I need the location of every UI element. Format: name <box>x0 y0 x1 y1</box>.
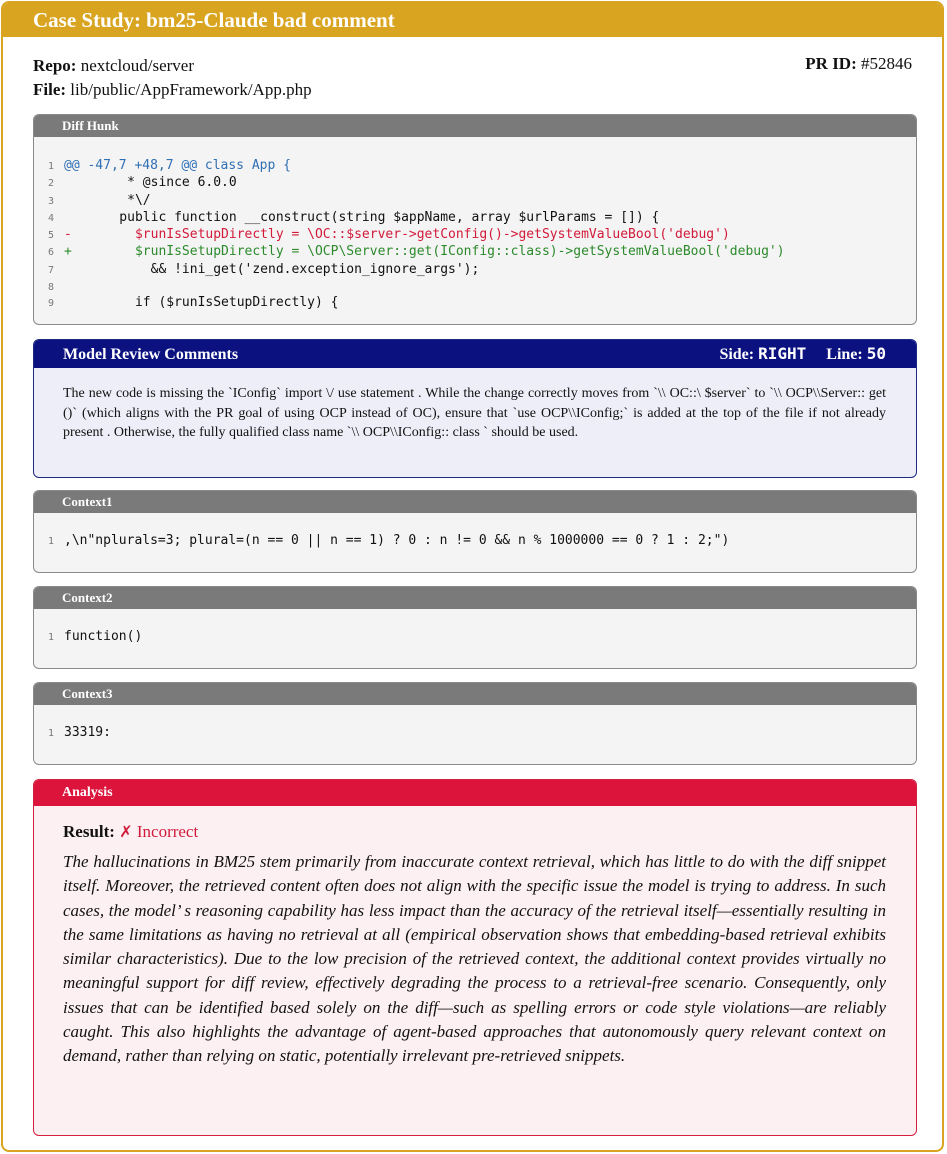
model-review-text: The new code is missing the `IConfig` import \/ use statement . While the change correctly moves from `\\ OC::\ $server` to `\\ OCP\\Server:: get ()` (which aligns with the PR goal of using OCP instead of OC), ensure that `use OCP\\IConfig;` is added at the top of the file if not already present . Otherwise, the fully qualified class name `\\ OCP\\IConfig:: class ` should be used. <box>63 386 886 440</box>
case-study-title: Case Study: bm25-Claude bad comment <box>3 3 942 37</box>
diff-hunk-panel <box>33 114 917 325</box>
line-value: 50 <box>866 344 886 363</box>
diff-line-text <box>64 175 237 190</box>
diff-line <box>48 227 916 244</box>
context1-text: ,\n"nplurals=3; plural=(n == 0 || n == 1) ? 0 : n != 0 && n % 1000000 == 0 ? 1 : 2;") <box>64 533 730 548</box>
line-number: 5 <box>48 230 55 242</box>
file-label: File: <box>33 80 67 99</box>
diff-line-text <box>64 262 479 277</box>
context3-code <box>34 705 916 742</box>
diff-code-text: $runIsSetupDirectly = \OC::$server->getConfig()->getSystemValueBool('debug') <box>88 227 730 243</box>
diff-line <box>48 175 916 192</box>
diff-line <box>48 279 916 295</box>
context1-header: Context1 <box>34 491 916 513</box>
line-number: 1 <box>48 161 55 172</box>
diff-line-text <box>64 244 785 259</box>
diff-line <box>48 244 916 261</box>
line-number: 6 <box>48 247 55 259</box>
diff-marker: + <box>64 244 72 260</box>
pr-id <box>805 54 912 74</box>
diff-code-text: *\/ <box>88 192 151 208</box>
line-number: 2 <box>48 178 55 190</box>
analysis-text: The hallucinations in BM25 stem primarily from inaccurate context retrieval, which has little to do with the diff snippet itself. Moreover, the retrieved content often does not align with the specific issue the model is trying to address. In such cases, the model’ s reasoning capability has less impact than the accuracy of the retrieval itself—essentially resulting in the same limitations as having no retrieval at all (empirical observation shows that embedding-based retrieval exhibits similar characteristics). Due to the low precision of the retrieved context, the additional context provides virtually no meaningful support for diff review, effectively degrading the process to a retrieval-free scenario. Consequently, only issues that can be identified based solely on the diff—such as spelling errors or code style violations—are reliably caught. This also highlights the advantage of agent-based approaches that autonomously query relevant context on demand, rather than relying on static, potentially irrelevant pre-retrieved snippets. <box>63 852 886 1066</box>
model-review-title: Model Review Comments <box>63 346 239 363</box>
context2-header: Context2 <box>34 587 916 609</box>
result-value: Incorrect <box>136 822 199 841</box>
diff-code-text: $runIsSetupDirectly = \OCP\Server::get(IConfig::class)->getSystemValueBool('debug') <box>88 244 785 260</box>
repo-row <box>33 54 912 78</box>
result-label: Result: <box>63 822 115 841</box>
analysis-header: Analysis <box>34 780 916 806</box>
context1-panel <box>33 490 917 573</box>
diff-code-text: if ($runIsSetupDirectly) { <box>88 295 339 311</box>
diff-line <box>48 193 916 210</box>
side-value: RIGHT <box>758 344 807 363</box>
file-row <box>33 78 912 102</box>
line-number: 9 <box>48 298 55 310</box>
diff-line-text <box>64 193 151 208</box>
cross-icon: ✗ <box>119 822 133 841</box>
context3-header: Context3 <box>34 683 916 705</box>
diff-line-text <box>64 295 338 310</box>
metadata-block <box>3 37 942 101</box>
line-number: 1 <box>48 728 55 739</box>
diff-marker: - <box>64 227 72 243</box>
model-review-panel <box>33 339 917 478</box>
result-row <box>34 806 916 842</box>
context2-code <box>34 609 916 646</box>
line-number: 3 <box>48 195 55 207</box>
line-number: 1 <box>48 536 55 547</box>
diff-line-text <box>64 279 88 294</box>
diff-code-text: @@ -47,7 +48,7 @@ class App { <box>64 158 291 173</box>
line-label: Line: <box>826 346 863 363</box>
context2-panel <box>33 586 917 669</box>
line-number: 4 <box>48 212 55 224</box>
diff-code <box>34 137 916 313</box>
diff-line-text <box>64 158 291 173</box>
repo-value: nextcloud/server <box>80 56 194 75</box>
diff-code-text: && !ini_get('zend.exception_ignore_args'); <box>88 261 480 277</box>
analysis-panel <box>33 779 917 1136</box>
context1-code <box>34 513 916 550</box>
diff-code-text: * @since 6.0.0 <box>88 175 237 191</box>
diff-line <box>48 210 916 227</box>
diff-line-text <box>64 227 730 242</box>
diff-hunk-header: Diff Hunk <box>34 115 916 137</box>
file-value: lib/public/AppFramework/App.php <box>70 80 312 99</box>
line-number: 1 <box>48 632 55 643</box>
line-number: 8 <box>48 282 55 294</box>
repo-label: Repo: <box>33 56 77 75</box>
side-line-info <box>719 344 886 364</box>
model-review-header <box>34 340 916 368</box>
pr-label: PR ID: <box>805 54 857 73</box>
line-number: 7 <box>48 264 55 276</box>
diff-code-text: public function __construct(string $appName, array $urlParams = []) { <box>88 209 660 225</box>
diff-line-text <box>64 210 659 225</box>
context3-text: 33319: <box>64 725 111 740</box>
side-label: Side: <box>719 346 755 363</box>
context2-text: function() <box>64 629 143 644</box>
context3-panel <box>33 682 917 765</box>
diff-line <box>48 295 916 312</box>
diff-line <box>48 262 916 279</box>
diff-line <box>48 158 916 175</box>
pr-value: #52846 <box>861 54 912 73</box>
case-study-card <box>1 1 944 1152</box>
